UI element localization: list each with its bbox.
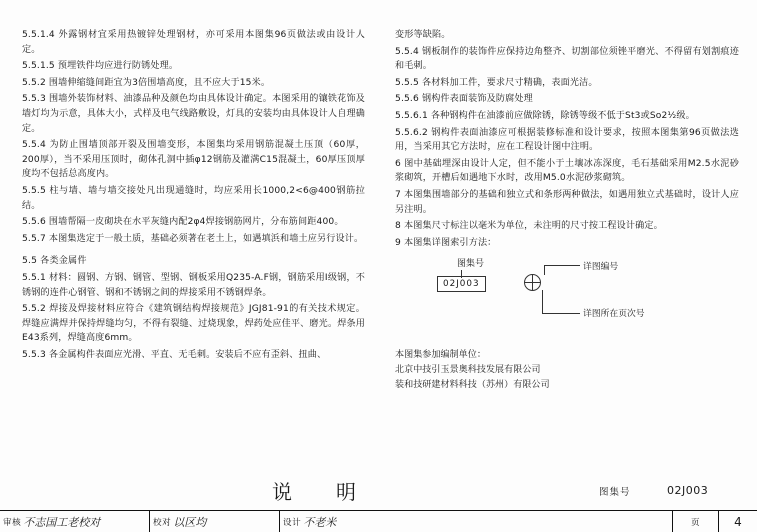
review-cell (0, 511, 150, 532)
design-cell (280, 511, 673, 532)
left-column (22, 28, 379, 470)
paragraph: 5.5.4 为防止围墙顶部开裂及围墙变形，本图集均采用钢筋混凝土压顶（60厚，200厚），当不采用压顶时，砌体孔洞中插φ12钢筋及灌满C15混凝土，60厚压顶厚度均不包括总高度内。 (22, 140, 366, 180)
leader-line (542, 290, 543, 314)
paragraph: 5.5.2 焊接及焊接材料应符合《建筑钢结构焊接规范》JGJ81-91的有关技术规定。焊缝应满焊并保持焊缝均匀，不得有裂缝、过烧现象，焊药处应佳平、磨光。焊条用E43系列，焊缝高度6mm。 (22, 304, 366, 344)
sheet-code-label: 图集号 (599, 487, 631, 498)
page-number-cell (719, 511, 757, 532)
index-legend-diagram (431, 256, 731, 334)
title-block-bar (0, 510, 757, 532)
page-title: 说 明 (272, 479, 368, 504)
paragraph: 5.5.6 钢构件表面装饰及防腐处理 (395, 94, 533, 105)
paragraph: 5.5.2 围墙伸缩缝间距宜为3倍围墙高度，且不应大于15米。 (22, 77, 271, 88)
leader-line (544, 265, 580, 266)
leader-line (542, 313, 580, 314)
paragraph: 5.5.3 围墙外装饰材料、油漆品种及颜色均由具体设计确定。本图采用的镶铁花饰及墙灯均为示意，具体大小，式样及电气线路敷设，灯具的安装均由具体设计人自理确定。 (22, 94, 366, 134)
page-label: 页 (690, 517, 701, 528)
paragraph: 5.5.6.2 钢构件表面油漆应可根据装修标准和设计要求，按照本图集第96页做法选用，当采用其它方法时，应在工程设计图中注明。 (395, 127, 739, 153)
crosshair-icon (524, 274, 541, 291)
paragraph: 5.5.1 材料：圆钢、方钢、钢管、型钢、钢板采用Q235-A.F钢，钢筋采用I级钢，不锈钢的连件心钢管、钢和不锈钢之间的焊接采用不锈钢焊条。 (22, 272, 366, 298)
leader-line (461, 270, 462, 278)
paragraph: 5.5.7 本图集选定于一般土质，基础必须著在老土上，如遇填浜和墙土应另行设计。 (22, 233, 364, 244)
paragraph: 5.5.1.4 外露钢材宜采用热镀锌处理钢材，亦可采用本图集96页做法或由设计人定。 (22, 30, 366, 55)
review-label: 审核 (3, 517, 22, 528)
legend-sheet-code: 02J003 (437, 276, 486, 292)
check-signature: 以区均 (173, 515, 207, 529)
paragraph: 8 本图集尺寸标注以毫米为单位，未注明的尺寸按工程设计确定。 (395, 221, 663, 232)
participants-heading: 本图集参加编制单位： (395, 350, 486, 361)
paragraph: 5.5.5 柱与墙、墙与墙交接处凡出现通缝时，均应采用长1000,2<6@400钢筋拉结。 (22, 185, 366, 211)
page-label-cell (673, 511, 719, 532)
right-column (379, 28, 739, 470)
paragraph: 5.5.5 各材料加工件，要求尺寸精确，表面光洁。 (395, 77, 598, 88)
sheet-code-value: 02J003 (667, 484, 709, 497)
legend-title: 图集号 (457, 259, 485, 270)
paragraph: 5.5.4 钢板制作的装饰件应保持边角整齐、切割部位须锉平磨光、不得留有划割痕迹和毛刺。 (395, 46, 739, 72)
paragraph: 6 图中基础埋深由设计人定，但不能小于土壤冰冻深度，毛石基础采用M2.5水泥砂浆砌筑，开槽后如遇地下水时，改用M5.0水泥砂浆砌筑。 (395, 158, 739, 184)
legend-label-page-number: 详图所在页次号 (583, 309, 645, 320)
participant-item: 北京中技引玉景奥科技发展有限公司 (395, 364, 541, 375)
legend-label-detail-number: 详图编号 (583, 262, 619, 273)
paragraph: 5.5.1.5 预埋铁件均应进行防锈处理。 (22, 61, 179, 72)
leader-line (544, 265, 545, 275)
design-signature: 不老米 (303, 515, 337, 529)
page-number: 4 (734, 514, 742, 529)
check-cell (150, 511, 280, 532)
paragraph: 9 本图集详图索引方法： (395, 237, 497, 248)
review-signature: 不志国工老校对 (23, 515, 101, 529)
paragraph: 5.5.3 各金属构件表面应光滑、平直、无毛刺。安装后不应有歪斜、扭曲、 (22, 349, 327, 360)
check-label: 校对 (153, 517, 172, 528)
design-label: 设计 (283, 517, 302, 528)
paragraph: 5.5.6.1 各种钢构件在油漆前应做除锈，除锈等级不低于St3或So2½级。 (395, 110, 695, 121)
paragraph: 5.5.6 围墙帮隔一皮砌块在水平灰缝内配2φ4焊接钢筋网片，分布筋间距400。 (22, 217, 344, 228)
section-heading: 5.5 各类金属件 (22, 256, 87, 267)
paragraph: 变形等缺陷。 (395, 30, 451, 40)
participant-item: 装和技研建材料科技（苏州）有限公司 (395, 379, 550, 390)
paragraph: 7 本图集围墙部分的基础和独立式和条形两种做法，如遇用独立式基础时，设计人应另注明。 (395, 189, 739, 215)
